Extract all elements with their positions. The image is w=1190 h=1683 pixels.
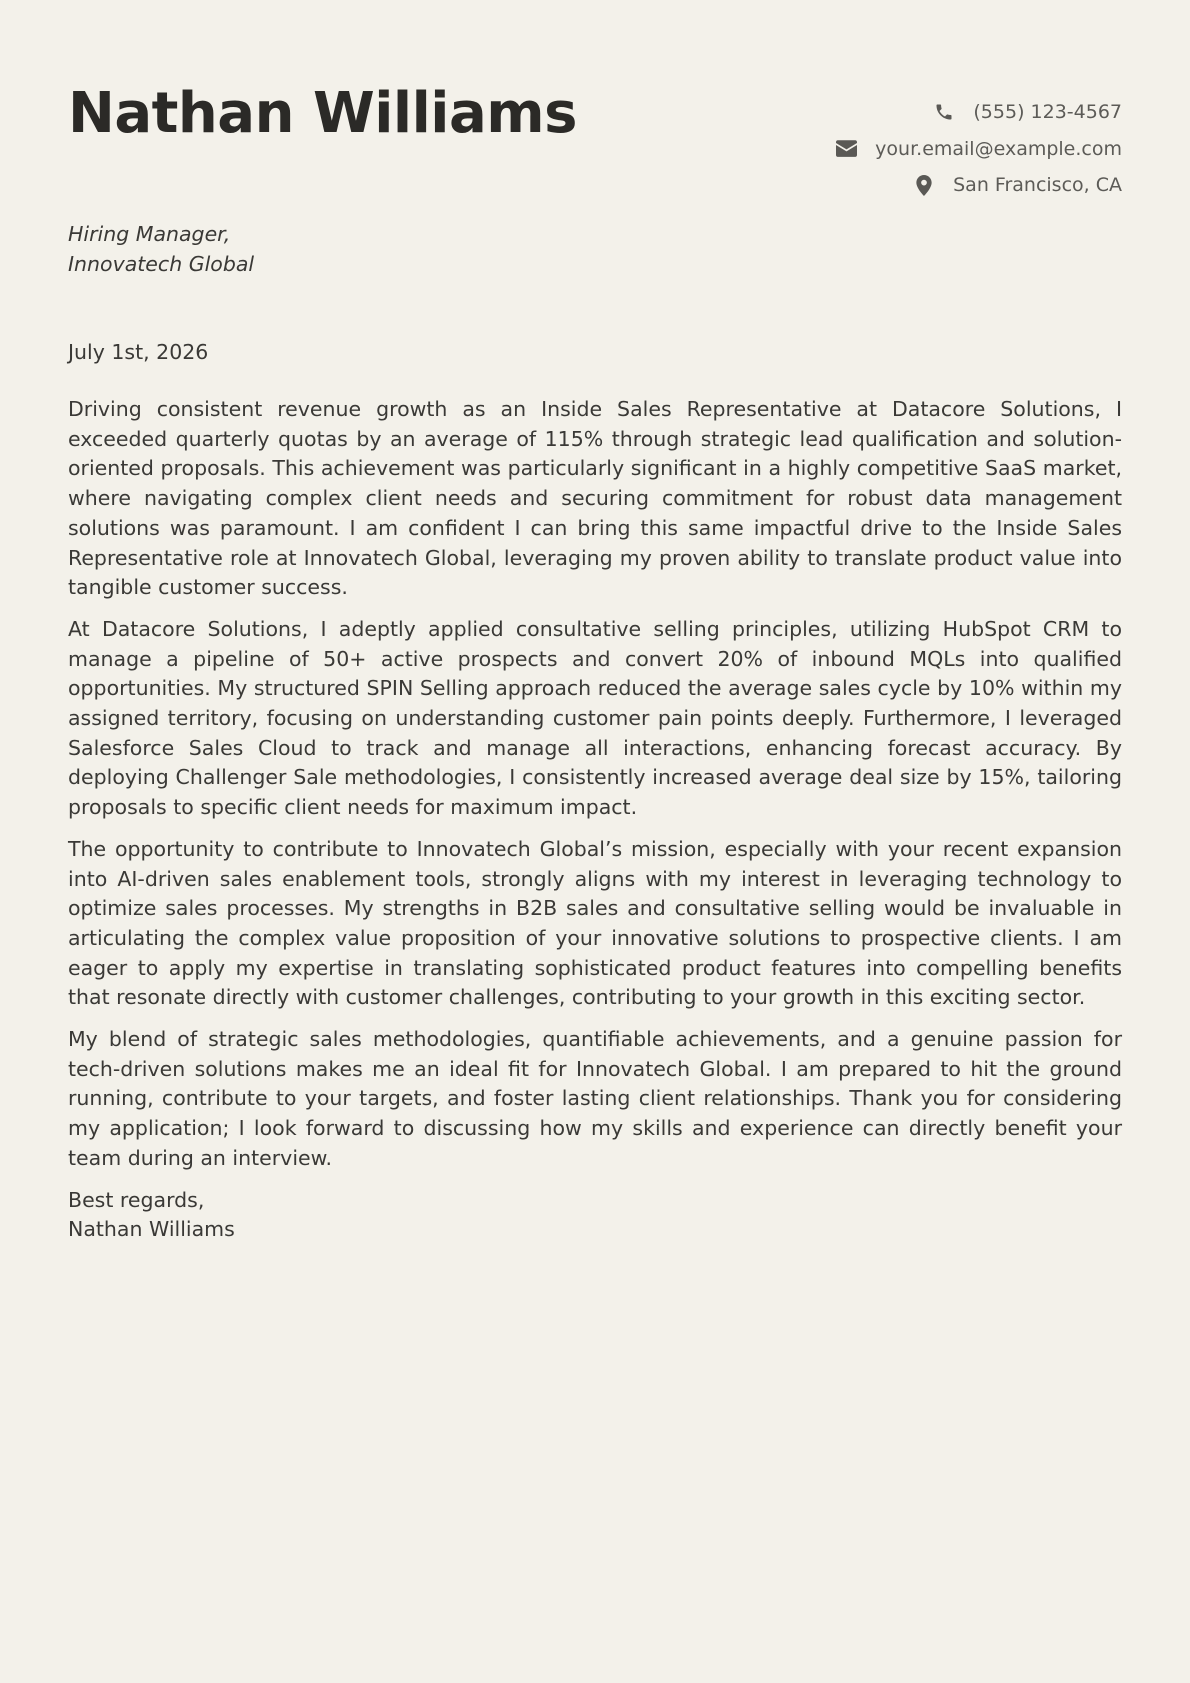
contact-location [835,167,1122,204]
letter-body [68,395,1122,1174]
recipient-title: Hiring Manager, [68,222,231,246]
contact-phone [835,94,1122,131]
body-paragraph-1: Driving consistent revenue growth as an Inside Sales Representative at Datacore Solutions, I exceeded quarterly quotas by an average of 115% through strategic lead qualification and solution-oriented proposals. This achievement was particularly significant in a highly competitive SaaS market, where navigating complex client needs and securing commitment for robust data management solutions was paramount. I am confident I can bring this same impactful drive to the Inside Sales Representative role at Innovatech Global, leveraging my proven ability to translate product value into tangible customer success. [68,397,1122,600]
envelope-icon [835,138,857,160]
letter-date: July 1st, 2026 [68,340,209,364]
applicant-name: Nathan Williams [68,81,577,146]
map-pin-icon [913,174,935,196]
body-paragraph-3: The opportunity to contribute to Innovatech Global’s mission, especially with your recent expansion into AI-driven sales enablement tools, strongly aligns with my interest in leveraging technology to optimize sales processes. My strengths in B2B sales and consultative selling would be invaluable in articulating the complex value proposition of your innovative solutions to prospective clients. I am eager to apply my expertise in translating sophisticated product features into compelling benefits that resonate directly with customer challenges, contributing to your growth in this exciting sector. [68,836,1122,1010]
letter-header [68,0,1122,205]
body-paragraph-2: At Datacore Solutions, I adeptly applied consultative selling principles, utilizing HubSpot CRM to manage a pipeline of 50+ active prospects and convert 20% of inbound MQLs into qualified opportunities. My structured SPIN Selling approach reduced the average sales cycle by 10% within my assigned territory, focusing on understanding customer pain points deeply. Furthermore, I leveraged Salesforce Sales Cloud to track and manage all interactions, enhancing forecast accuracy. By deploying Challenger Sale methodologies, I consistently increased average deal size by 15%, tailoring proposals to specific client needs for maximum impact. [68,616,1122,820]
closing-salutation: Best regards, [68,1187,205,1212]
contact-email-text: your.email@example.com [875,137,1122,160]
contact-phone-text: (555) 123-4567 [973,101,1122,124]
contact-location-text: San Francisco, CA [953,174,1122,197]
closing-signature: Nathan Williams [68,1217,235,1242]
recipient-company: Innovatech Global [68,252,255,276]
contact-info [835,94,1122,204]
phone-icon [933,101,955,123]
contact-email [835,131,1122,168]
recipient-block [68,219,1122,279]
letter-closing [68,1186,1122,1245]
body-paragraph-4: My blend of strategic sales methodologies, quantifiable achievements, and a genuine passion for tech-driven solutions makes me an ideal fit for Innovatech Global. I am prepared to hit the ground running, contribute to your targets, and foster lasting client relationships. Thank you for considering my application; I look forward to discussing how my skills and experience can directly benefit your team during an interview. [68,1027,1122,1170]
